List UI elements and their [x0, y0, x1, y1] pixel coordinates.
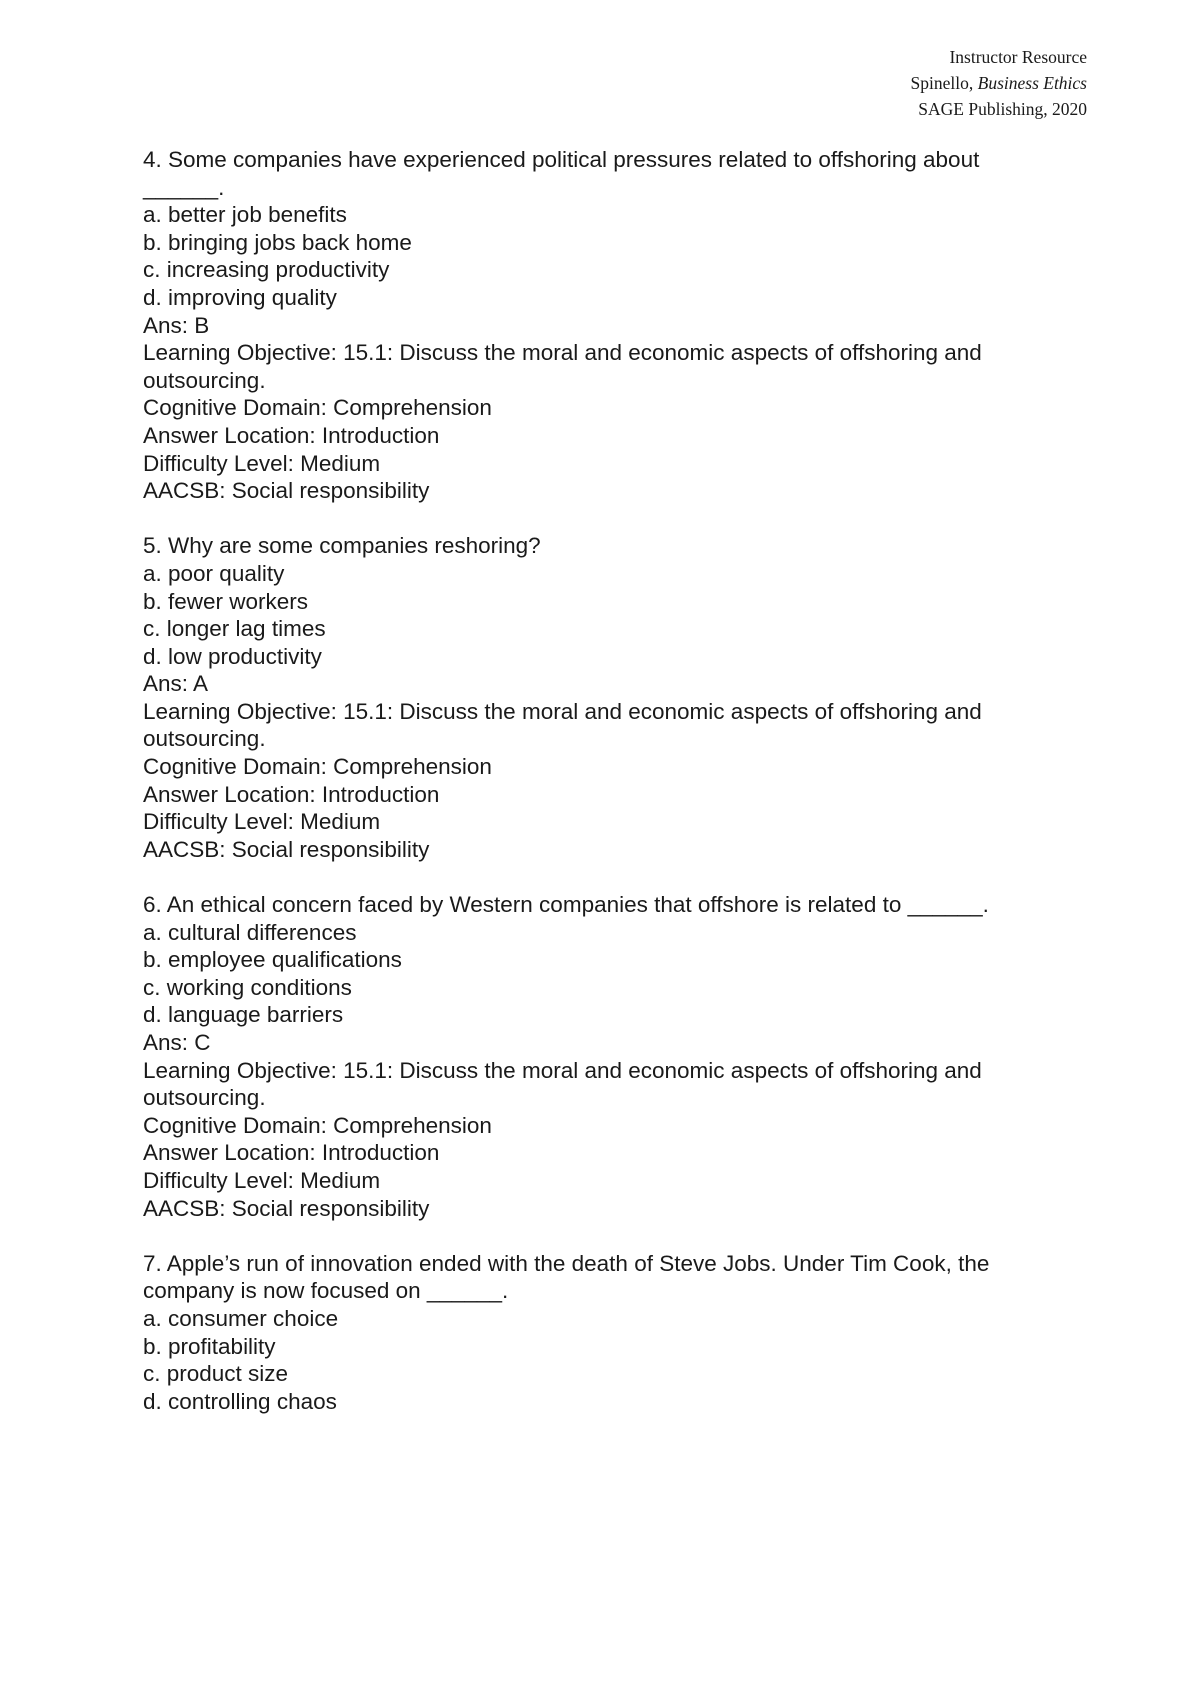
learning-objective: Learning Objective: 15.1: Discuss the moral and economic aspects of offshoring and: [143, 698, 982, 724]
header-author: Spinello,: [910, 73, 978, 93]
option-c: c. increasing productivity: [143, 257, 390, 283]
option-d: d. language barriers: [143, 1002, 344, 1028]
question-list: [143, 146, 1083, 1443]
learning-objective: Learning Objective: 15.1: Discuss the moral and economic aspects of offshoring and: [143, 1057, 982, 1083]
question-stem-continued: company is now focused on ______.: [143, 1278, 509, 1304]
header-book-citation: [911, 70, 1087, 96]
learning-objective: Learning Objective: 15.1: Discuss the moral and economic aspects of offshoring and: [143, 340, 982, 366]
answer-location: Answer Location: Introduction: [143, 422, 440, 448]
option-b: b. fewer workers: [143, 588, 309, 614]
option-b: b. bringing jobs back home: [143, 229, 412, 255]
question-stem: 5. Why are some companies reshoring?: [143, 533, 541, 559]
option-c: c. working conditions: [143, 974, 352, 1000]
cognitive-domain: Cognitive Domain: Comprehension: [143, 1112, 492, 1138]
answer-location: Answer Location: Introduction: [143, 781, 440, 807]
option-a: a. consumer choice: [143, 1305, 339, 1331]
answer-location: Answer Location: Introduction: [143, 1140, 440, 1166]
header-book-title: Business Ethics: [977, 73, 1087, 93]
option-d: d. controlling chaos: [143, 1388, 337, 1414]
difficulty-level: Difficulty Level: Medium: [143, 809, 381, 835]
option-c: c. product size: [143, 1361, 289, 1387]
question-stem: 6. An ethical concern faced by Western companies that offshore is related to ______.: [143, 892, 989, 918]
option-a: a. cultural differences: [143, 919, 357, 945]
learning-objective-continued: outsourcing.: [143, 726, 266, 752]
option-c: c. longer lag times: [143, 616, 326, 642]
aacsb: AACSB: Social responsibility: [143, 478, 430, 504]
question-7: [143, 1250, 1083, 1416]
cognitive-domain: Cognitive Domain: Comprehension: [143, 395, 492, 421]
question-4: [143, 146, 1083, 505]
learning-objective-continued: outsourcing.: [143, 1085, 266, 1111]
difficulty-level: Difficulty Level: Medium: [143, 1167, 381, 1193]
aacsb: AACSB: Social responsibility: [143, 1195, 430, 1221]
answer: Ans: C: [143, 1030, 211, 1055]
answer: Ans: A: [143, 671, 209, 697]
option-b: b. employee qualifications: [143, 947, 402, 973]
learning-objective-continued: outsourcing.: [143, 367, 266, 393]
option-d: d. improving quality: [143, 284, 337, 310]
question-stem: 4. Some companies have experienced political pressures related to offshoring about: [143, 147, 980, 172]
aacsb: AACSB: Social responsibility: [143, 836, 430, 862]
difficulty-level: Difficulty Level: Medium: [143, 450, 381, 476]
option-b: b. profitability: [143, 1333, 276, 1359]
document-header: [911, 44, 1087, 122]
header-resource-label: Instructor Resource: [949, 47, 1087, 67]
option-a: a. better job benefits: [143, 202, 347, 228]
question-5: [143, 532, 1083, 863]
header-publisher: SAGE Publishing, 2020: [918, 99, 1087, 119]
question-stem-continued: ______.: [143, 174, 225, 200]
question-6: [143, 891, 1083, 1222]
option-d: d. low productivity: [143, 643, 322, 669]
cognitive-domain: Cognitive Domain: Comprehension: [143, 754, 492, 780]
answer: Ans: B: [143, 312, 210, 338]
question-stem: 7. Apple’s run of innovation ended with the death of Steve Jobs. Under Tim Cook, the: [143, 1250, 990, 1276]
option-a: a. poor quality: [143, 560, 285, 586]
